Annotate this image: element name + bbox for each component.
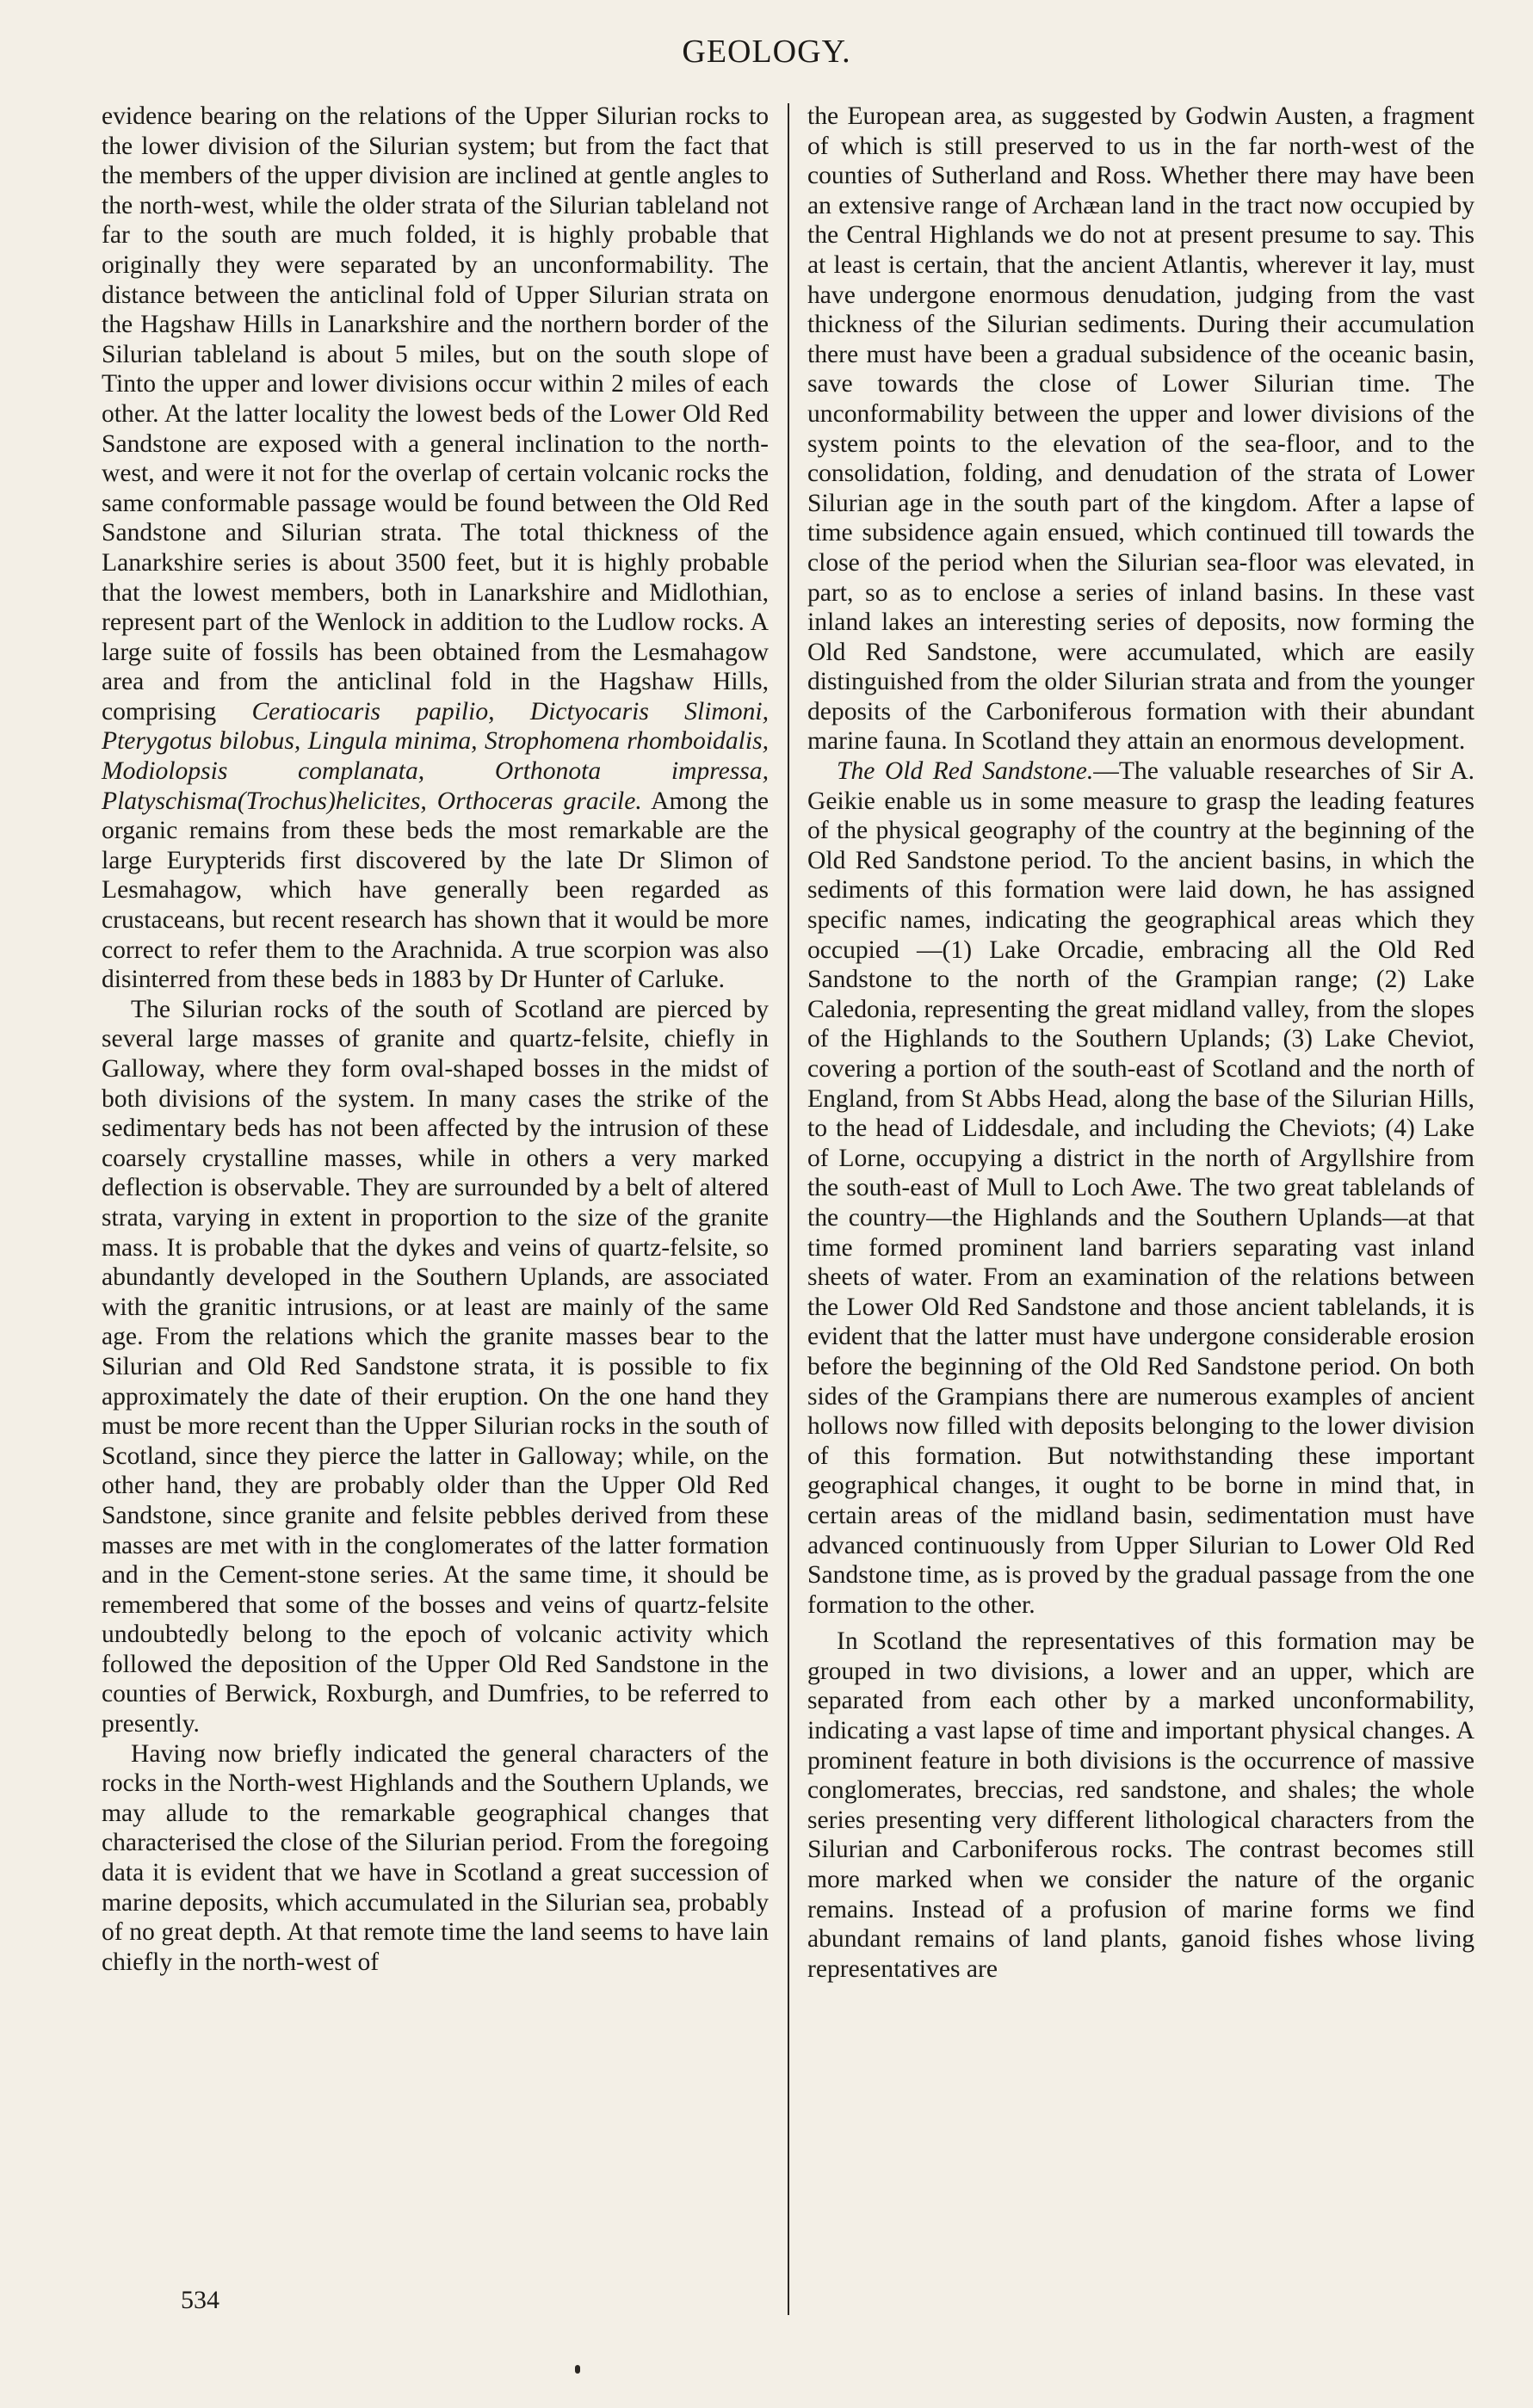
page-header: GEOLOGY. <box>682 34 851 70</box>
paragraph-old-red-sandstone <box>807 756 1474 1620</box>
paragraph-geographical-changes: Having now briefly indicated the general characters of the rocks in the North-west Highlands and the Southern Uplands, we may allude to the remarkable geographical changes that characterised the close of the Silurian period. From the foregoing data it is evident that we have in Scotland a great succession of marine deposits, which accumulated in the Silurian sea, probably of no great depth. At that remote time the land seems to have lain chiefly in the north-west of <box>102 1739 769 1976</box>
left-column <box>102 102 769 1977</box>
column-divider <box>788 103 789 2315</box>
fossil-species-list: Ceratiocaris papilio, Dictyocaris Slimoni, Pterygotus bilobus, Lingula minima, Strophomena rhomboidalis, Modiolopsis complanata, Orthonota impressa, Platyschisma(Trochus)helicites, Orthoceras gracile. <box>102 697 770 815</box>
printer-mark <box>575 2365 580 2374</box>
section-heading: The Old Red Sandstone. <box>837 757 1094 786</box>
paragraph-scotland-divisions: In Scotland the representatives of this formation may be grouped in two divisions, a lower and an upper, which are separated from each other by a marked unconformability, indicating a vast lapse of time and important physical changes. A prominent feature in both divisions is the occurrence of massive conglomerates, breccias, red sandstone, and shales; the whole series presenting very different lithological characters from the Silurian and Carboniferous rocks. The contrast becomes still more marked when we consider the nature of the organic remains. Instead of a profusion of marine forms we find abundant remains of land plants, ganoid fishes whose living representatives are <box>807 1627 1474 1983</box>
paragraph-european-area: the European area, as suggested by Godwin Austen, a fragment of which is still preserved to us in the far north-west of the counties of Sutherland and Ross. Whether there may have been an extensive range of Archæan land in the tract now occupied by the Central Highlands we do not at present presume to say. This at least is certain, that the ancient Atlantis, wherever it lay, must have undergone enormous denudation, judging from the vast thickness of the Silurian sediments. During their accumulation there must have been a gradual subsidence of the oceanic basin, save towards the close of Lower Silurian time. The unconformability between the upper and lower divisions of the system points to the elevation of the sea-floor, and to the consolidation, folding, and denudation of the strata of Lower Silurian age in the south part of the kingdom. After a lapse of time subsidence again ensued, which continued till towards the close of the period when the Silurian sea-floor was elevated, in part, so as to enclose a series of inland basins. In these vast inland lakes an interesting series of deposits, now forming the Old Red Sandstone, were accumulated, which are easily distinguished from the older Silurian strata and from the younger deposits of the Carboniferous formation with their abundant marine fauna. In Scotland they attain an enormous development. <box>807 102 1474 756</box>
page-number: 534 <box>181 2286 219 2314</box>
paragraph-granite-masses: The Silurian rocks of the south of Scotland are pierced by several large masses of granite and quartz-felsite, chiefly in Galloway, where they form oval-shaped bosses in the midst of both divisions of the system. In many cases the strike of the sedimentary beds has not been affected by the intrusion of these coarsely crystalline masses, while in others a very marked deflection is observable. They are surrounded by a belt of altered strata, varying in extent in proportion to the size of the granite mass. It is probable that the dykes and veins of quartz-felsite, so abundantly developed in the Southern Uplands, are associated with the granitic intrusions, or at least are mainly of the same age. From the relations which the granite masses bear to the Silurian and Old Red Sandstone strata, it is possible to fix approximately the date of their eruption. On the one hand they must be more recent than the Upper Silurian rocks in the south of Scotland, since they pierce the latter in Galloway; while, on the other hand, they are probably older than the Upper Old Red Sandstone, since granite and felsite pebbles derived from these masses are met with in the conglomerates of the latter formation and in the Cement-stone series. At the same time, it should be remembered that some of the bosses and veins of quartz-felsite undoubtedly belong to the epoch of volcanic activity which followed the deposition of the Upper Old Red Sandstone in the counties of Berwick, Roxburgh, and Dumfries, to be referred to presently. <box>102 995 769 1738</box>
paragraph-silurian-relations <box>102 102 769 995</box>
paragraph-text: —The valuable researches of Sir A. Geikie enable us in some measure to grasp the leading features of the physical geography of the country at the beginning of the Old Red Sandstone period. To the ancient basins, in which the sediments of this formation were laid down, he has assigned specific names, indicating the geographical areas which they occupied —(1) Lake Orcadie, embracing all the Old Red Sandstone to the north of the Grampian range; (2) Lake Caledonia, representing the great midland valley, from the slopes of the Highlands to the Southern Uplands; (3) Lake Cheviot, covering a portion of the south-east of Scotland and the north of England, from St Abbs Head, along the base of the Silurian Hills, to the head of Liddesdale, and including the Cheviots; (4) Lake of Lorne, occupying a district in the north of Argyllshire from the south-east of Mull to Loch Awe. The two great tablelands of the country—the Highlands and the Southern Uplands—at that time formed prominent land barriers separating vast inland sheets of water. From an examination of the relations between the Lower Old Red Sandstone and those ancient tablelands, it is evident that the latter must have undergone considerable erosion before the beginning of the Old Red Sandstone period. On both sides of the Grampians there are numerous examples of ancient hollows now filled with deposits belonging to the lower division of this formation. But notwithstanding these important geographical changes, it ought to be borne in mind that, in certain areas of the midland basin, sedimentation must have advanced continuously from Upper Silurian to Lower Old Red Sandstone time, as is proved by the gradual passage from the one formation to the other. <box>807 757 1474 1619</box>
right-column <box>807 102 1474 1984</box>
paragraph-text: evidence bearing on the relations of the Upper Silurian rocks to the lower division of the Silurian system; but from the fact that the members of the upper division are inclined at gentle angles to the north-west, while the older strata of the Silurian tableland not far to the south are much folded, it is highly probable that originally they were separated by an unconformability. The distance between the anticlinal fold of Upper Silurian strata on the Hagshaw Hills in Lanarkshire and the northern border of the Silurian tableland is about 5 miles, but on the south slope of Tinto the upper and lower divisions occur within 2 miles of each other. At the latter locality the lowest beds of the Lower Old Red Sandstone are exposed with a general inclination to the north-west, and were it not for the overlap of certain volcanic rocks the same conformable passage would be found between the Old Red Sandstone and Silurian strata. The total thickness of the Lanarkshire series is about 3500 feet, but it is highly probable that the lowest members, both in Lanarkshire and Midlothian, represent part of the Wenlock in addition to the Ludlow rocks. A large suite of fossils has been obtained from the Lesmahagow area and from the anticlinal fold in the Hagshaw Hills, comprising <box>102 102 769 725</box>
paragraph-text: Among the organic remains from these beds the most remarkable are the large Eurypterids first discovered by the late Dr Slimon of Lesmahagow, which have generally been regarded as crustaceans, but recent research has shown that it would be more correct to refer them to the Arachnida. A true scorpion was also disinterred from these beds in 1883 by Dr Hunter of Carluke. <box>102 787 769 994</box>
